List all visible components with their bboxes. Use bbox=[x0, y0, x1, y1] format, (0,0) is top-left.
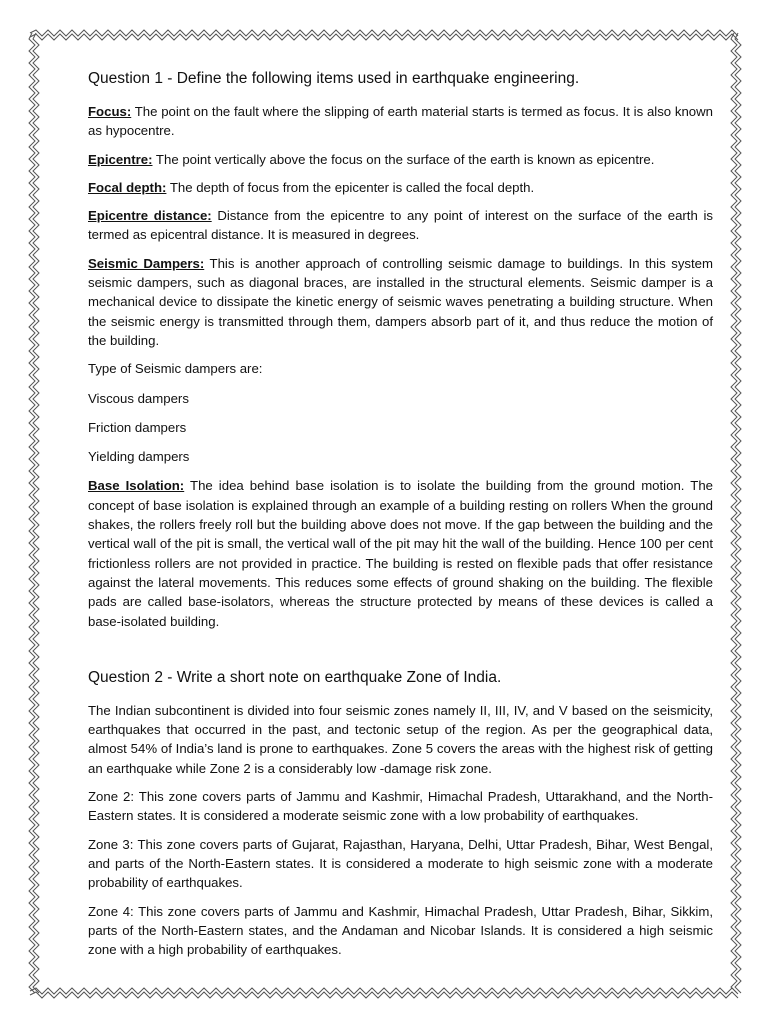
damper-type-item: Friction dampers bbox=[88, 419, 187, 435]
border-zigzag-line bbox=[30, 988, 738, 994]
definition-epicentre bbox=[88, 150, 713, 169]
border-zigzag-line bbox=[30, 30, 738, 36]
term-base-isolation: Base Isolation: bbox=[88, 478, 185, 494]
term-seismic-dampers: Seismic Dampers: bbox=[88, 255, 205, 271]
border-zigzag-line bbox=[33, 33, 39, 993]
damper-type-item: Yielding dampers bbox=[88, 449, 190, 465]
question-1-title: Question 1 - Define the following items used in earthquake engineering. bbox=[88, 70, 580, 87]
term-focus: Focus: bbox=[88, 104, 132, 119]
zones-intro: The Indian subcontinent is divided into four seismic zones namely II, III, IV, and V based on the seismicity, earthquakes that occurred in the past, and tectonic setup of the region. As per the geographical data, almost 54% of India’s land is prone to earthquakes. Zone 5 covers the areas with the highest risk of getting an earthquake while Zone 2 is a considerably low -damage risk zone. bbox=[88, 702, 713, 776]
zone-4-description: Zone 4: This zone covers parts of Jammu and Kashmir, Himachal Pradesh, Uttar Pradesh, Bihar, Sikkim, parts of the North-Eastern states, and the Andaman and Nicobar Islands. It is considered a high seismic zone with a high probability of earthquakes. bbox=[88, 903, 713, 958]
border-zigzag-line bbox=[731, 33, 737, 993]
definition-focus-text: The point on the fault where the slipping of earth material starts is termed as focus. It is also known as hypocentre. bbox=[88, 104, 713, 139]
definition-base-isolation bbox=[88, 476, 713, 630]
damper-type-item: Viscous dampers bbox=[88, 390, 189, 406]
document-content bbox=[88, 64, 713, 968]
question-2-title: Question 2 - Write a short note on earthquake Zone of India. bbox=[88, 668, 502, 686]
definition-epicentre-distance bbox=[88, 206, 713, 245]
definition-seismic-dampers bbox=[88, 254, 713, 350]
border-zigzag-line bbox=[735, 33, 741, 993]
definition-focal-depth-text: The depth of focus from the epicenter is called the focal depth. bbox=[166, 179, 535, 195]
definition-focus bbox=[88, 102, 713, 141]
definition-epicentre-distance-text: Distance from the epicentre to any point of interest on the surface of the earth is termed as epicentral distance. It is measured in degrees. bbox=[88, 208, 713, 243]
damper-types-intro: Type of Seismic dampers are: bbox=[88, 361, 263, 377]
zone-3-description: Zone 3: This zone covers parts of Gujarat, Rajasthan, Haryana, Delhi, Uttar Pradesh, Bihar, West Bengal, and parts of the North-Eastern states. It is considered a moderate to high seismic zone with a moderate probability of earthquakes. bbox=[88, 836, 713, 891]
term-epicentre-distance: Epicentre distance: bbox=[88, 208, 212, 224]
definition-epicentre-text: The point vertically above the focus on the surface of the earth is known as epicentre. bbox=[152, 151, 655, 167]
border-zigzag-line bbox=[29, 33, 35, 993]
term-focal-depth: Focal depth: bbox=[88, 179, 167, 195]
definition-seismic-dampers-text: This is another approach of controlling seismic damage to buildings. In this system seismic dampers, such as diagonal braces, are installed in the structural elements. Seismic damper is a mechanical device to dissipate the kinetic energy of seismic waves penetrating a building structure. When the seismic energy is transmitted through them, dampers absorb part of it, and thus reduce the motion of the building. bbox=[88, 255, 713, 348]
definition-focal-depth bbox=[88, 178, 713, 197]
definition-base-isolation-text: The idea behind base isolation is to isolate the building from the ground motion. The concept of base isolation is explained through an example of a building resting on rollers When the ground shakes, the rollers freely roll but the building above does not move. If the gap between the building and the vertical wall of the pit is small, the vertical wall of the pit may hit the wall of the building. Hence 100 per cent frictionless rollers are not provided in practice. The building is rested on flexible pads that offer resistance against the lateral movements. This reduces some effects of ground shaking on the building. The flexible pads are called base-isolators, whereas the structure protected by means of these devices is called a base-isolated building. bbox=[88, 478, 713, 629]
zone-2-description: Zone 2: This zone covers parts of Jammu and Kashmir, Himachal Pradesh, Uttarakhand, and the North-Eastern states. It is considered a moderate seismic zone with a low probability of earthquakes. bbox=[88, 789, 713, 824]
term-epicentre: Epicentre: bbox=[88, 151, 153, 167]
